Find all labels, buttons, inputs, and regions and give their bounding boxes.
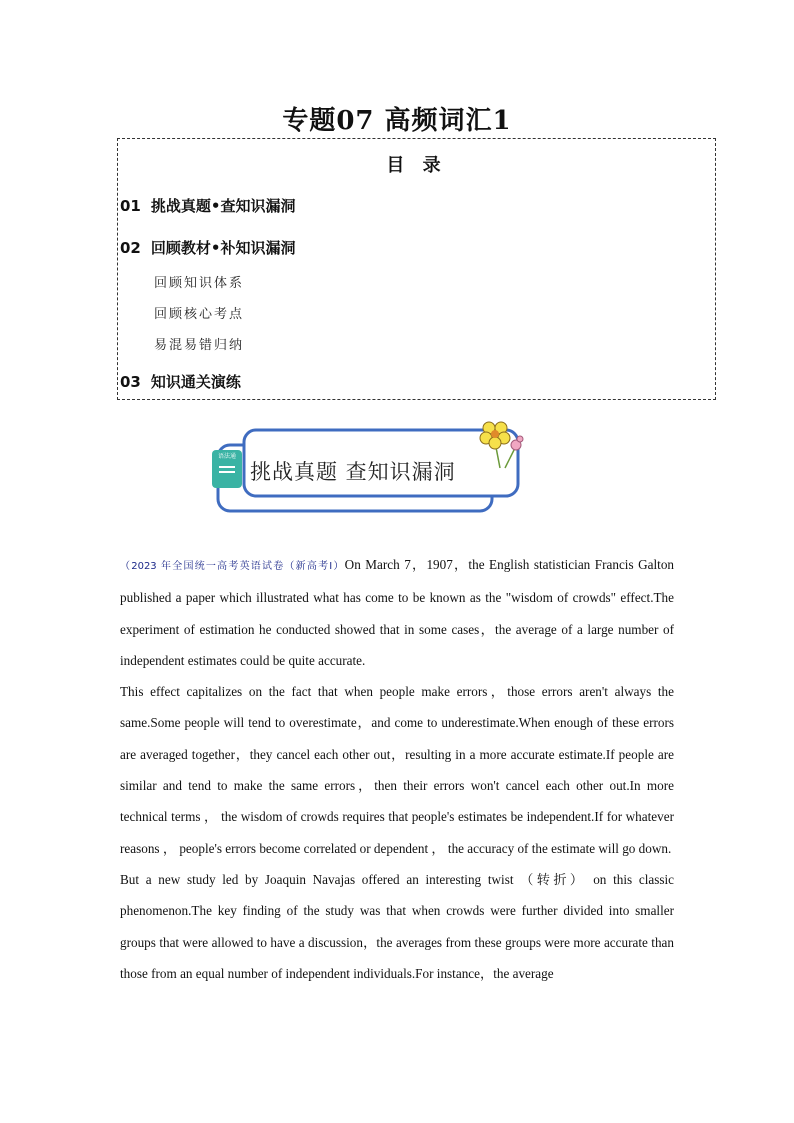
page-title: 专题07 高频词汇1	[282, 106, 512, 136]
toc-section-number: 01	[120, 197, 141, 215]
article-paragraph-1	[120, 549, 674, 676]
toc-subitem[interactable]: 易混易错归纳	[154, 338, 245, 353]
toc-section-3[interactable]	[120, 371, 241, 392]
article-paragraph-2: This effect capitalizes on the fact that when people make errors，those errors aren't always the same.Some people will tend to overestimate，and come to underestimate.When enough of these errors are averaged together，they cancel each other out，resulting in a more accurate estimate.If people are similar and tend to make the same errors，then their errors won't cancel each other out.In more technical terms ， the wisdom of crowds requires that people's estimates be independent.If for whatever reasons ， people's errors become correlated or dependent ， the accuracy of the estimate will go down.	[120, 684, 674, 856]
toc-section-label: 知识通关演练	[150, 373, 241, 391]
paragraph-text: On March 7，1907，the English statistician Francis Galton published a paper which illustrated what has come to be known as the "wisdom of crowds" effect.The experiment of estimation he conducted showed that in some cases，the average of a large number of independent estimates could be quite accurate.	[120, 557, 675, 668]
article-paragraph-3: But a new study led by Joaquin Navajas offered an interesting twist （转折） on this classic phenomenon.The key finding of the study was that when crowds were further divided into smaller groups that were allowed to have a discussion，the averages from these groups were more accurate than those from an equal number of independent individuals.For instance，the average	[120, 871, 674, 981]
article-body	[120, 549, 674, 989]
toc-section-number: 03	[120, 373, 141, 391]
section-banner	[210, 420, 530, 520]
toc-section-1[interactable]	[120, 195, 295, 216]
toc-section-label: 回顾教材•补知识漏洞	[150, 239, 296, 257]
banner-title: 挑战真题 查知识漏洞	[250, 460, 456, 484]
question-source: （2023 年全国统一高考英语试卷（新高考Ⅰ）	[120, 561, 345, 572]
toc-section-label: 挑战真题•查知识漏洞	[150, 197, 296, 215]
table-of-contents	[117, 138, 716, 400]
toc-section-number: 02	[120, 239, 141, 257]
toc-heading: 目 录	[386, 155, 447, 176]
toc-subitem[interactable]: 回顾核心考点	[154, 307, 245, 322]
toc-section-2[interactable]	[120, 237, 295, 258]
banner-tag-label: 语法通	[217, 453, 236, 460]
banner-tag-icon	[212, 450, 242, 488]
toc-subitem[interactable]: 回顾知识体系	[154, 276, 245, 291]
